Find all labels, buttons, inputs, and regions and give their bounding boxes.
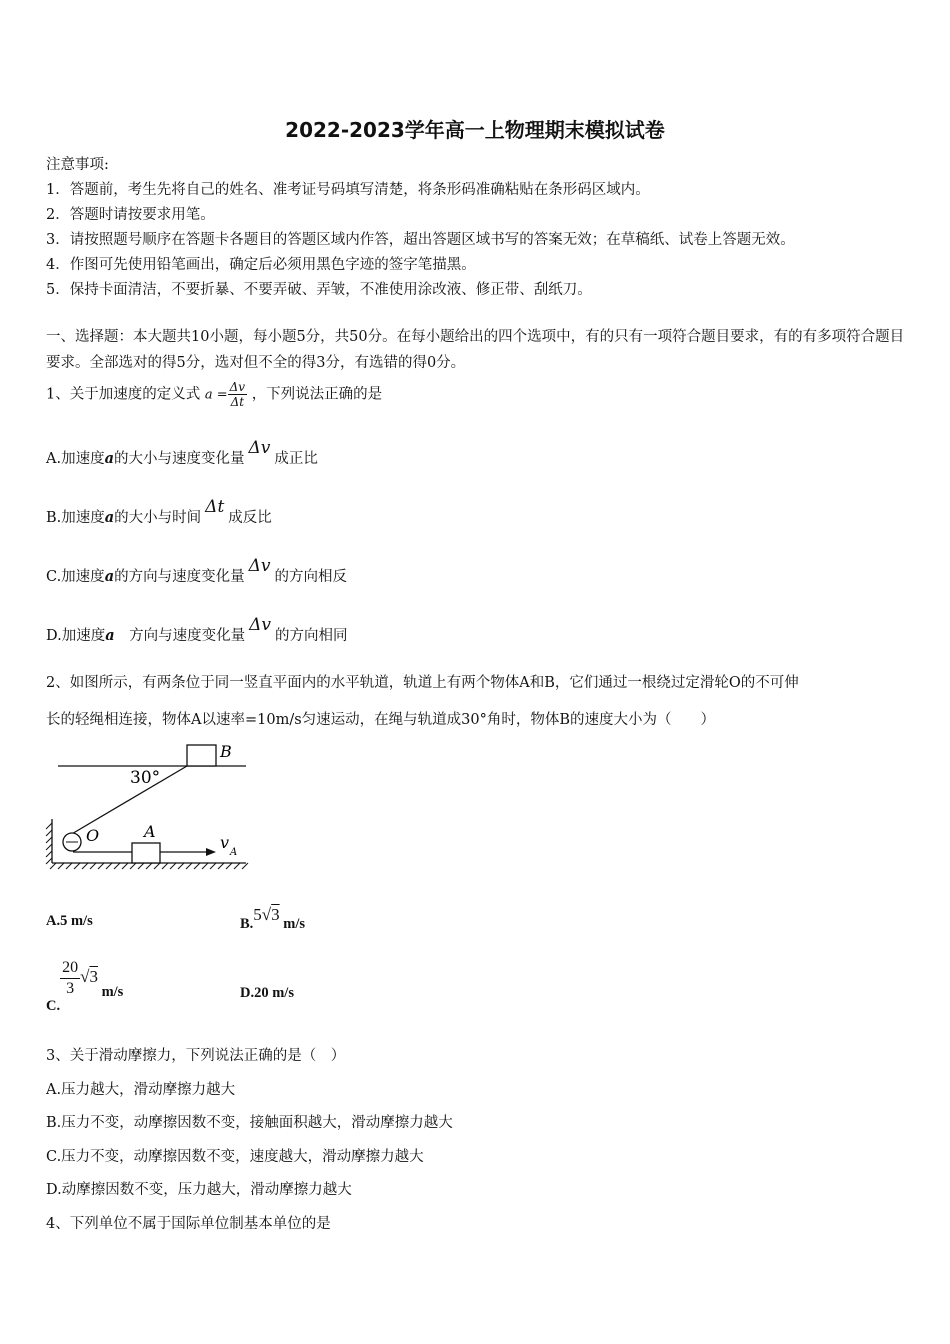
option-prefix: C. [46,997,61,1014]
option-b-radicand: 3 [271,905,280,924]
wall-hatch [46,823,52,864]
option-post: 的方向相同 [275,628,348,644]
velocity-arrowhead [206,848,216,856]
label-b: B [220,742,232,761]
block-b [187,745,216,766]
sqrt-symbol: √ [261,905,272,924]
notice-item-2: 2．答题时请按要求用笔。 [46,207,215,223]
notice-item-5: 5．保持卡面清洁，不要折暴、不要弄破、弄皱，不准使用涂改液、修正带、刮纸刀。 [46,282,592,298]
notice-item-4: 4．作图可先使用铅笔画出，确定后必须用黑色字迹的签字笔描黑。 [46,257,476,273]
option-post: 成反比 [228,510,272,526]
option-post: 的方向相反 [274,569,347,585]
notice-heading: 注意事项: [46,157,109,173]
option-c-radicand: 3 [89,966,98,986]
option-prefix: B. [240,916,254,932]
label-o: O [86,826,100,845]
option-prefix: B.加速度 [46,510,105,526]
q1-formula-lhs: a = [204,387,228,403]
option-post: 成正比 [274,451,318,467]
option-delta: Δv [249,615,272,635]
option-var: a [104,450,114,467]
question-2-line-1: 2、如图所示，有两条位于同一竖直平面内的水平轨道，轨道上有两个物体A和B，它们通过一根绕过定滑轮O的不可伸 [46,675,799,691]
velocity-subscript: A [230,847,238,858]
q3-option-d: D.动摩擦因数不变，压力越大，滑动摩擦力越大 [46,1182,352,1198]
q2-option-b [240,905,306,933]
option-delta: Δv [248,438,271,458]
option-unit: m/s [283,916,306,932]
sqrt-symbol: √ [80,966,90,986]
notice-item-3: 3．请按照题号顺序在答题卡各题目的答题区域内作答，超出答题区域书写的答案无效；在草稿纸、试卷上答题无效。 [46,232,795,248]
option-mid: 的方向与速度变化量 [114,569,245,585]
question-3: 3、关于滑动摩擦力，下列说法正确的是（ ） [46,1048,346,1064]
velocity-label: v [220,833,230,852]
q1-option-b [46,497,272,527]
q1-formula-den: Δt [230,395,245,409]
q2-option-a: A.5 m/s [46,913,93,929]
q3-option-a: A.压力越大，滑动摩擦力越大 [46,1082,236,1098]
block-a [132,843,160,863]
option-mid: 方向与速度变化量 [114,628,246,644]
option-delta: Δt [205,497,225,517]
pulley-diagram [40,735,260,875]
option-mid: 的大小与时间 [114,510,202,526]
option-prefix: A.加速度 [46,451,105,467]
option-c-fraction [60,958,80,999]
option-prefix: C.加速度 [46,569,105,585]
label-a: A [144,822,156,841]
option-unit: m/s [101,983,124,1000]
angle-label: 30° [130,768,161,788]
question-2-line-2: 长的轻绳相连接，物体A以速率=10m/s匀速运动，在绳与轨道成30°角时，物体B的速度大小为（ ） [46,712,716,728]
q1-prefix: 1、关于加速度的定义式 [46,386,201,403]
q1-formula-fraction [228,380,247,409]
question-1 [46,380,382,409]
rope-diagonal [70,766,187,835]
option-b-coef: 5 [253,905,262,924]
q1-formula-num: Δv [229,380,246,394]
option-delta: Δv [248,556,271,576]
option-c-num: 20 [60,958,80,979]
q1-suffix: ，下列说法正确的是 [251,386,383,403]
option-var: a [104,509,115,526]
q2-option-d: D.20 m/s [240,985,294,1001]
notice-item-1: 1．答题前，考生先将自己的姓名、准考证号码填写清楚，将条形码准确粘贴在条形码区域内。 [46,182,650,198]
ground-hatch [50,863,248,869]
q1-option-c [46,556,347,586]
page-title: 2022-2023学年高一上物理期末模拟试卷 [285,118,665,142]
question-4: 4、下列单位不属于国际单位制基本单位的是 [46,1216,331,1232]
q2-option-c [46,958,124,1014]
q1-option-d [46,615,348,645]
option-prefix: D.加速度 [46,628,106,644]
option-c-den: 3 [66,980,75,997]
q1-option-a [46,438,318,468]
option-mid: 的大小与速度变化量 [114,451,245,467]
section-heading: 一、选择题：本大题共10小题，每小题5分，共50分。在每小题给出的四个选项中，有的只有一项符合题目要求，有的有多项符合题目要求。全部选对的得5分，选对但不全的得3分，有选错的得0分。 [46,329,905,371]
option-var: a [105,627,115,644]
q3-option-b: B.压力不变，动摩擦因数不变，接触面积越大，滑动摩擦力越大 [46,1115,453,1131]
option-var: a [104,568,115,585]
q3-option-c: C.压力不变，动摩擦因数不变，速度越大，滑动摩擦力越大 [46,1149,424,1165]
